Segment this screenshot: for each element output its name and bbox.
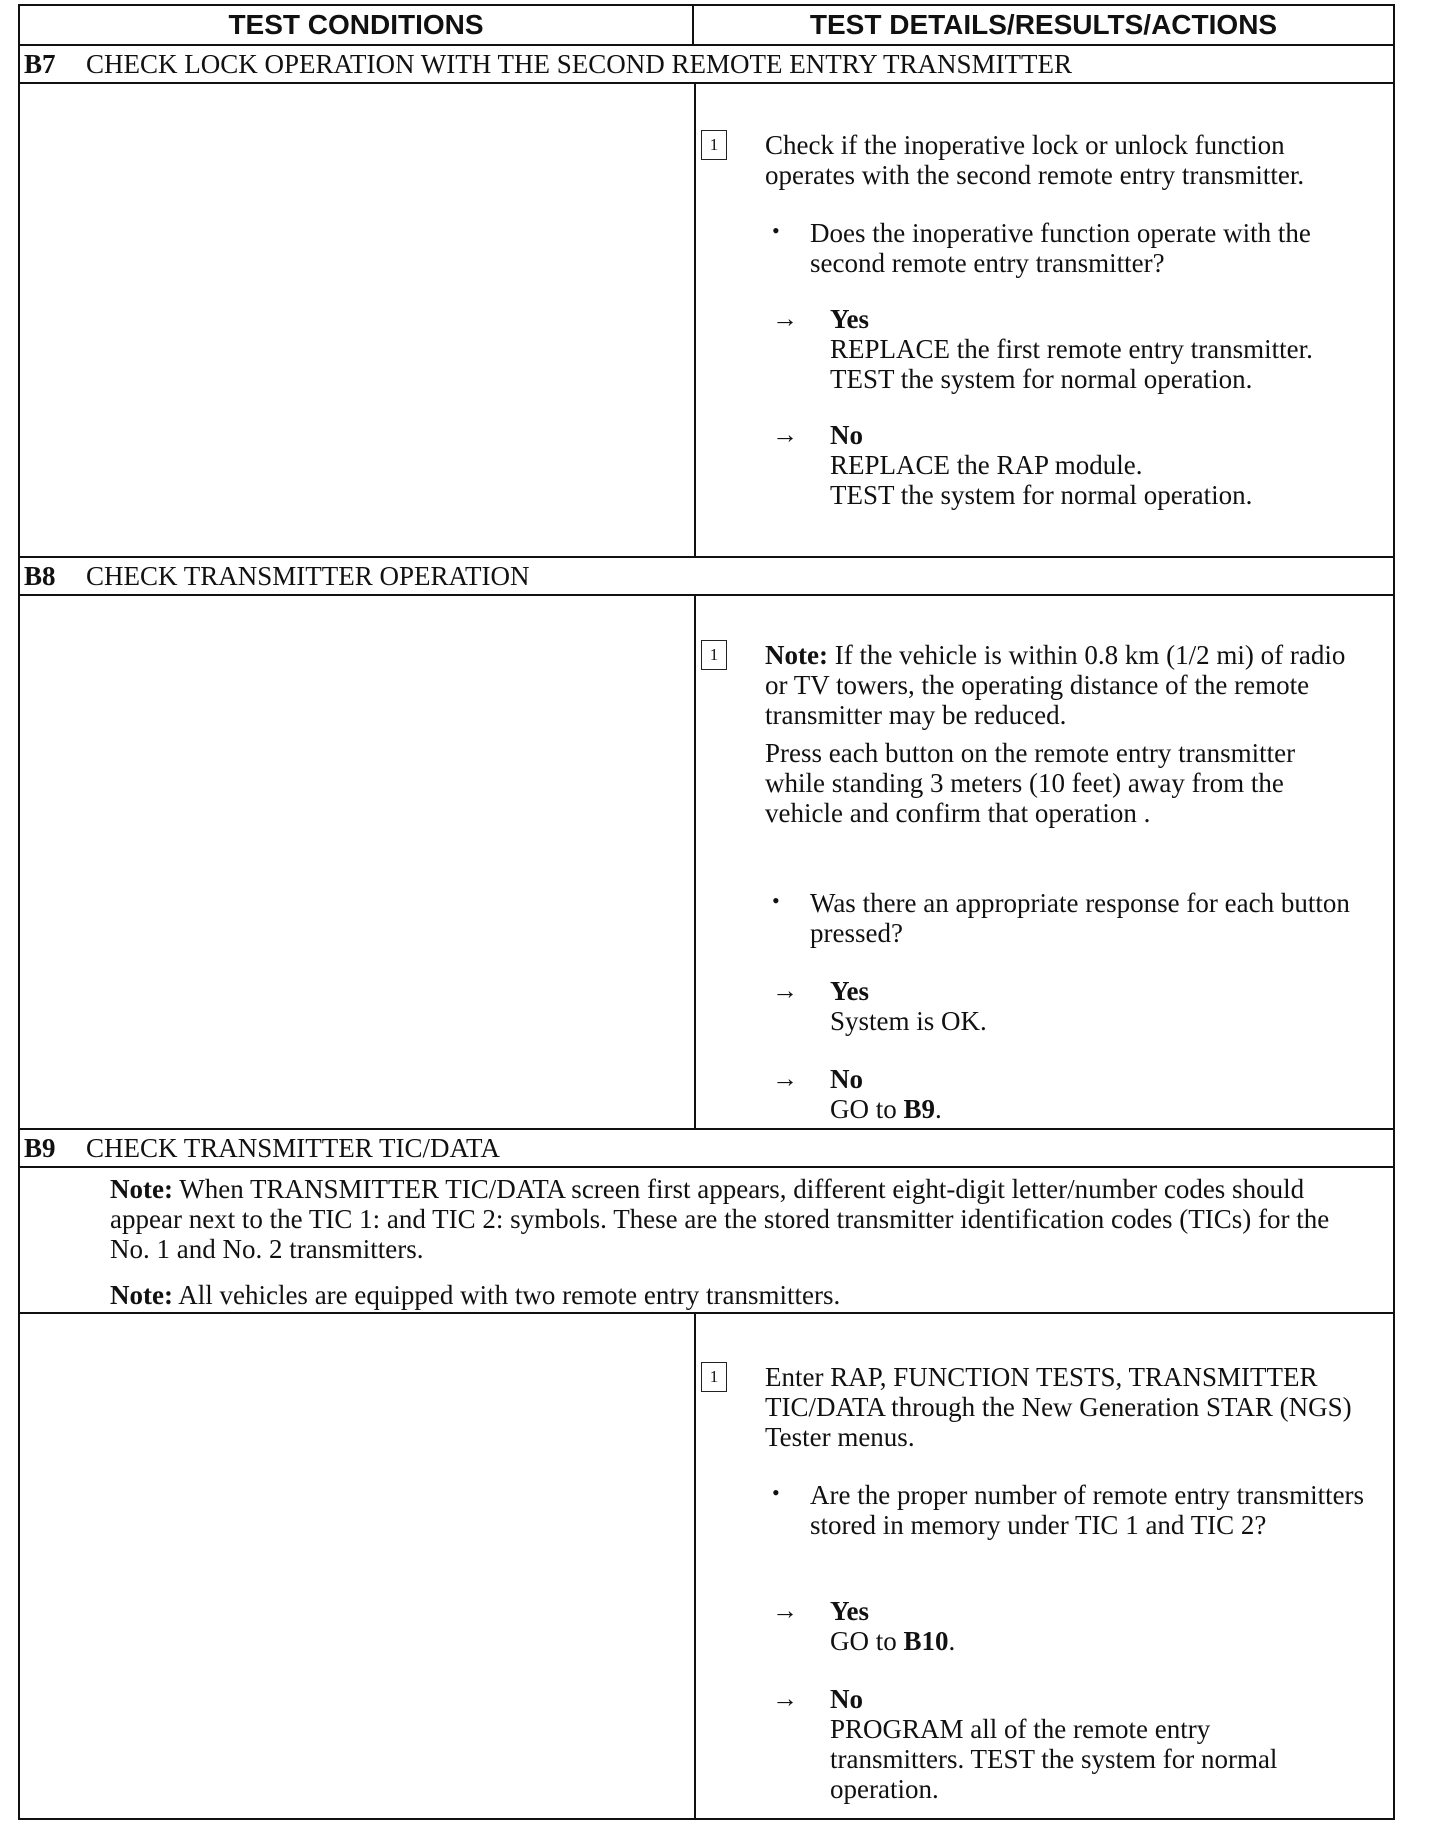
bullet-icon: •: [772, 218, 780, 243]
header-test-details: TEST DETAILS/RESULTS/ACTIONS: [694, 6, 1393, 46]
step-number-box: 1: [701, 1362, 727, 1392]
yes-result: [830, 304, 1370, 394]
yes-action: System is OK.: [830, 1006, 987, 1036]
yes-label: Yes: [830, 304, 869, 334]
note-text: All vehicles are equipped with two remote entry transmitters.: [172, 1280, 841, 1310]
no-result: [830, 1064, 1370, 1124]
column-divider: [694, 594, 696, 1130]
yes-label: Yes: [830, 976, 869, 1006]
no-action-1: REPLACE the RAP module.: [830, 450, 1143, 480]
arrow-right-icon: →: [772, 1596, 798, 1625]
step-text: Check if the inoperative lock or unlock function operates with the second remote entry transmitter.: [765, 130, 1305, 190]
yes-action-target: B10: [903, 1626, 949, 1656]
section-id: B8: [24, 560, 56, 591]
section-note: [110, 1174, 1363, 1264]
no-action-prefix: GO to: [830, 1094, 904, 1124]
no-result: [830, 420, 1370, 510]
step-instruction: Press each button on the remote entry transmitter while standing 3 meters (10 feet) away from the vehicle and confirm that operation .: [765, 738, 1296, 828]
section-title: CHECK TRANSMITTER OPERATION: [86, 560, 530, 591]
section-id: B9: [24, 1132, 56, 1163]
note-label: Note:: [110, 1280, 173, 1310]
arrow-right-icon: →: [772, 976, 798, 1005]
note-text: If the vehicle is within 0.8 km (1/2 mi) of radio or TV towers, the operating distance of the remote transmitter may be reduced.: [765, 640, 1346, 730]
no-action-2: TEST the system for normal operation.: [830, 480, 1253, 510]
no-label: No: [830, 1064, 863, 1094]
arrow-right-icon: →: [772, 1064, 798, 1093]
question-text: Does the inoperative function operate with the second remote entry transmitter?: [810, 218, 1311, 278]
arrow-right-icon: →: [772, 420, 798, 449]
arrow-right-icon: →: [772, 1684, 798, 1713]
yes-action-1: REPLACE the first remote entry transmitter.: [830, 334, 1313, 364]
section-id: B7: [24, 48, 56, 79]
section-title: CHECK LOCK OPERATION WITH THE SECOND REMOTE ENTRY TRANSMITTER: [86, 48, 1073, 79]
yes-action-suffix: .: [948, 1626, 956, 1656]
step-number-box: 1: [701, 640, 727, 670]
yes-action-2: TEST the system for normal operation.: [830, 364, 1253, 394]
note-label: Note:: [765, 640, 828, 670]
step-note: [765, 640, 1355, 730]
question-text: Are the proper number of remote entry transmitters stored in memory under TIC 1 and TIC 2?: [810, 1480, 1365, 1540]
header-test-conditions: TEST CONDITIONS: [20, 6, 694, 46]
section-b7-heading: [20, 44, 1393, 84]
no-label: No: [830, 420, 863, 450]
section-b8-heading: [20, 556, 1393, 596]
question-text: Was there an appropriate response for each button pressed?: [810, 888, 1350, 948]
no-action-target: B9: [903, 1094, 936, 1124]
column-divider: [694, 1312, 696, 1818]
column-divider: [694, 82, 696, 558]
diagnostic-table: [18, 4, 1395, 1820]
arrow-right-icon: →: [772, 304, 798, 333]
yes-result: [830, 976, 1370, 1036]
note-text: When TRANSMITTER TIC/DATA screen first appears, different eight-digit letter/number codes should appear next to the TIC 1: and TIC 2: symbols. These are the stored transmitter identification codes (TICs) for the No. 1 and No. 2 transmitters.: [110, 1174, 1330, 1264]
no-action: PROGRAM all of the remote entry transmitters. TEST the system for normal operation.: [830, 1714, 1278, 1804]
no-result: [830, 1684, 1280, 1804]
no-label: No: [830, 1684, 863, 1714]
step-text: Enter RAP, FUNCTION TESTS, TRANSMITTER TIC/DATA through the New Generation STAR (NGS) Tester menus.: [765, 1362, 1352, 1452]
yes-result: [830, 1596, 1370, 1656]
step-number-box: 1: [701, 130, 727, 160]
note-label: Note:: [110, 1174, 173, 1204]
section-title: CHECK TRANSMITTER TIC/DATA: [86, 1132, 500, 1163]
row-divider: [20, 1312, 1393, 1314]
bullet-icon: •: [772, 1480, 780, 1505]
bullet-icon: •: [772, 888, 780, 913]
section-b9-heading: [20, 1128, 1393, 1168]
yes-action-prefix: GO to: [830, 1626, 904, 1656]
section-note: [110, 1280, 1363, 1310]
yes-label: Yes: [830, 1596, 869, 1626]
no-action-suffix: .: [935, 1094, 942, 1124]
